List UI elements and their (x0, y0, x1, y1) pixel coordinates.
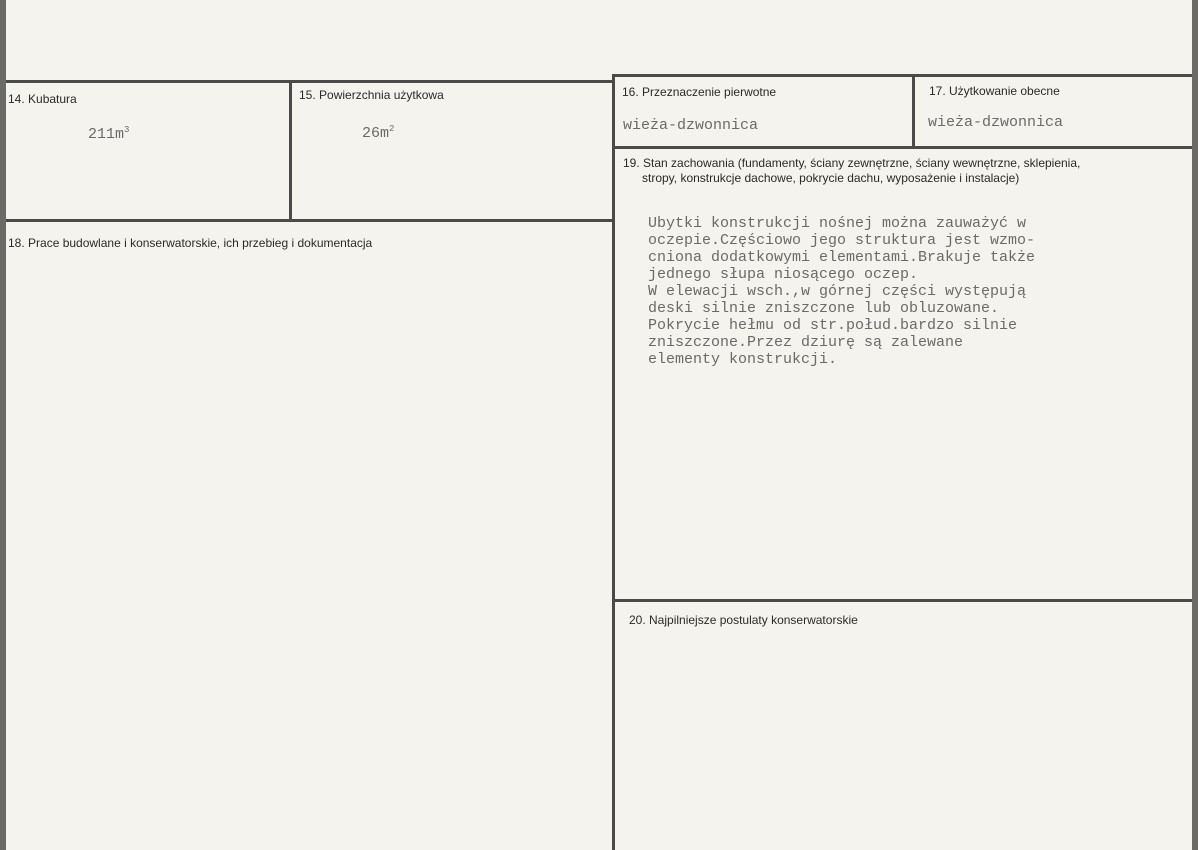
top-rule-right (612, 74, 1192, 77)
uzytkowanie-value: wieża-dzwonnica (928, 114, 1064, 131)
divider-14-15 (289, 80, 292, 222)
stan-line-7: Pokrycie hełmu od str.połud.bardzo silnie (648, 317, 1018, 334)
kubatura-value: $211m^3$ (88, 125, 130, 143)
stan-zachowania-label-line1: 19. Stan zachowania (fundamenty, ściany zewnętrzne, ściany wewnętrzne, sklepienia, (623, 156, 1081, 170)
center-divider (612, 74, 615, 850)
postulaty-label: 20. Najpilniejsze postulaty konserwatorskie (629, 613, 858, 627)
stan-line-5: W elewacji wsch.,w górnej części występują (648, 283, 1027, 300)
card-right-edge (1192, 0, 1198, 850)
stan-line-2: oczepie.Częściowo jego struktura jest wzmo- (648, 232, 1036, 249)
przeznaczenie-label: 16. Przeznaczenie pierwotne (622, 85, 777, 99)
rule-below-16-17 (612, 146, 1192, 149)
stan-line-9: elementy konstrukcji. (648, 351, 838, 368)
rule-below-14-15 (6, 219, 612, 222)
top-rule-left (6, 80, 612, 83)
prace-budowlane-label: 18. Prace budowlane i konserwatorskie, ich przebieg i dokumentacja (8, 236, 373, 250)
stan-line-3: cniona dodatkowymi elementami.Brakuje także (648, 249, 1036, 266)
uzytkowanie-label: 17. Użytkowanie obecne (929, 84, 1060, 98)
divider-16-17 (912, 74, 915, 148)
powierzchnia-value: $26m^2$ (362, 124, 395, 142)
kubatura-label: 14. Kubatura (8, 92, 77, 106)
rule-below-19 (612, 599, 1192, 602)
powierzchnia-label: 15. Powierzchnia użytkowa (299, 88, 444, 102)
stan-line-6: deski silnie zniszczone lub obluzowane. (648, 300, 1000, 317)
stan-line-8: zniszczone.Przez dziurę są zalewane (648, 334, 964, 351)
przeznaczenie-value: wieża-dzwonnica (623, 117, 759, 134)
stan-zachowania-label-line2: stropy, konstrukcje dachowe, pokrycie dachu, wyposażenie i instalacje) (642, 171, 1020, 185)
card-left-edge (0, 0, 6, 850)
stan-line-1: Ubytki konstrukcji nośnej można zauważyć w (648, 215, 1027, 232)
stan-line-4: jednego słupa niosącego oczep. (648, 266, 919, 283)
